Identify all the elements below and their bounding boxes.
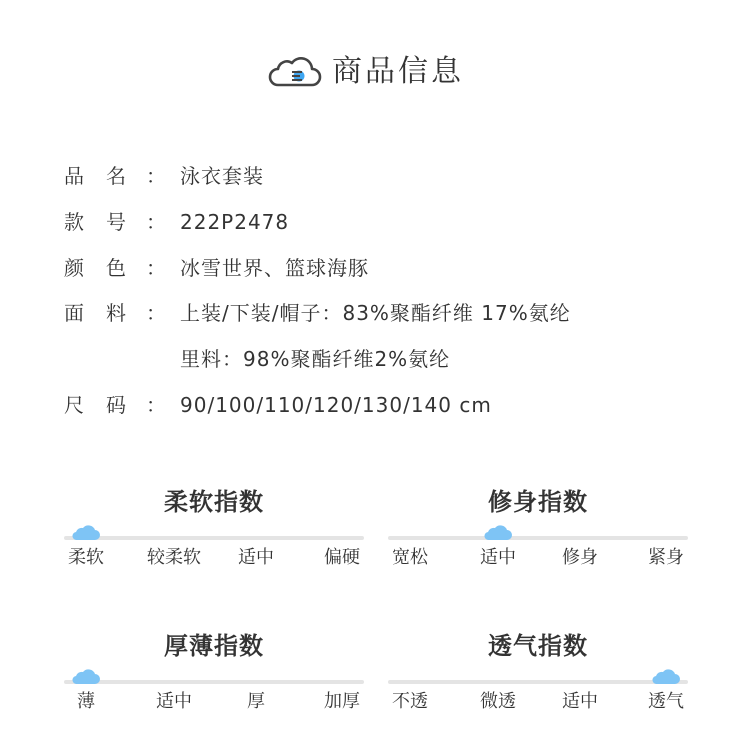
index-label: 厚 <box>247 691 265 712</box>
index-label: 加厚 <box>324 691 360 712</box>
index-label: 柔软 <box>68 547 104 568</box>
info-value-fabric: 上装/下装/帽子：83%聚酯纤维 17%氨纶 <box>180 301 571 325</box>
index-track <box>64 536 364 540</box>
page-title: 商品信息 <box>332 54 464 89</box>
index-label: 透气 <box>648 691 684 712</box>
index-label: 不透 <box>392 691 428 712</box>
cloud-marker-icon <box>651 666 681 686</box>
index-title: 透气指数 <box>488 632 588 660</box>
index-track <box>388 680 688 684</box>
info-row-lining <box>64 339 704 379</box>
index-track <box>388 536 688 540</box>
thickness-index <box>64 630 364 740</box>
info-value-style-number: 222P2478 <box>180 210 290 234</box>
breathability-index <box>388 630 688 740</box>
cloud-marker-icon <box>483 522 513 542</box>
section-header <box>0 50 750 98</box>
index-track <box>64 680 364 684</box>
info-row-size: 尺 码 ： 90/100/110/120/130/140 cm <box>64 385 704 425</box>
index-label: 偏硬 <box>324 547 360 568</box>
info-value-name: 泳衣套装 <box>180 164 264 188</box>
info-row-fabric: 面 料 ： 上装/下装/帽子：83%聚酯纤维 17%氨纶 <box>64 293 704 333</box>
info-value-size: 90/100/110/120/130/140 cm <box>180 393 492 417</box>
info-label: 款 号 <box>64 210 126 234</box>
cloud-icon <box>266 54 322 90</box>
index-label: 宽松 <box>392 547 428 568</box>
info-label: 尺 码 <box>64 393 126 417</box>
cloud-marker-icon <box>71 666 101 686</box>
index-label: 适中 <box>238 547 274 568</box>
info-label: 品 名 <box>64 164 126 188</box>
index-label: 紧身 <box>648 547 684 568</box>
index-label: 适中 <box>156 691 192 712</box>
info-row-color: 颜 色 ： 冰雪世界、篮球海豚 <box>64 248 704 288</box>
index-label: 适中 <box>480 547 516 568</box>
info-value-color: 冰雪世界、篮球海豚 <box>180 256 369 280</box>
info-label: 颜 色 <box>64 256 126 280</box>
cloud-marker-icon <box>71 522 101 542</box>
index-title: 厚薄指数 <box>164 632 264 660</box>
fit-index <box>388 486 688 596</box>
index-title: 柔软指数 <box>164 488 264 516</box>
index-title: 修身指数 <box>488 488 588 516</box>
softness-index <box>64 486 364 596</box>
info-label: 面 料 <box>64 301 126 325</box>
index-label: 适中 <box>562 691 598 712</box>
index-label: 修身 <box>562 547 598 568</box>
info-row-style-number: 款 号 ： 222P2478 <box>64 202 704 242</box>
index-label: 薄 <box>77 691 95 712</box>
info-row-name: 品 名 ： 泳衣套装 <box>64 156 704 196</box>
index-label: 较柔软 <box>147 547 201 568</box>
info-value-lining: 里料：98%聚酯纤维2%氨纶 <box>180 347 451 371</box>
index-label: 微透 <box>480 691 516 712</box>
